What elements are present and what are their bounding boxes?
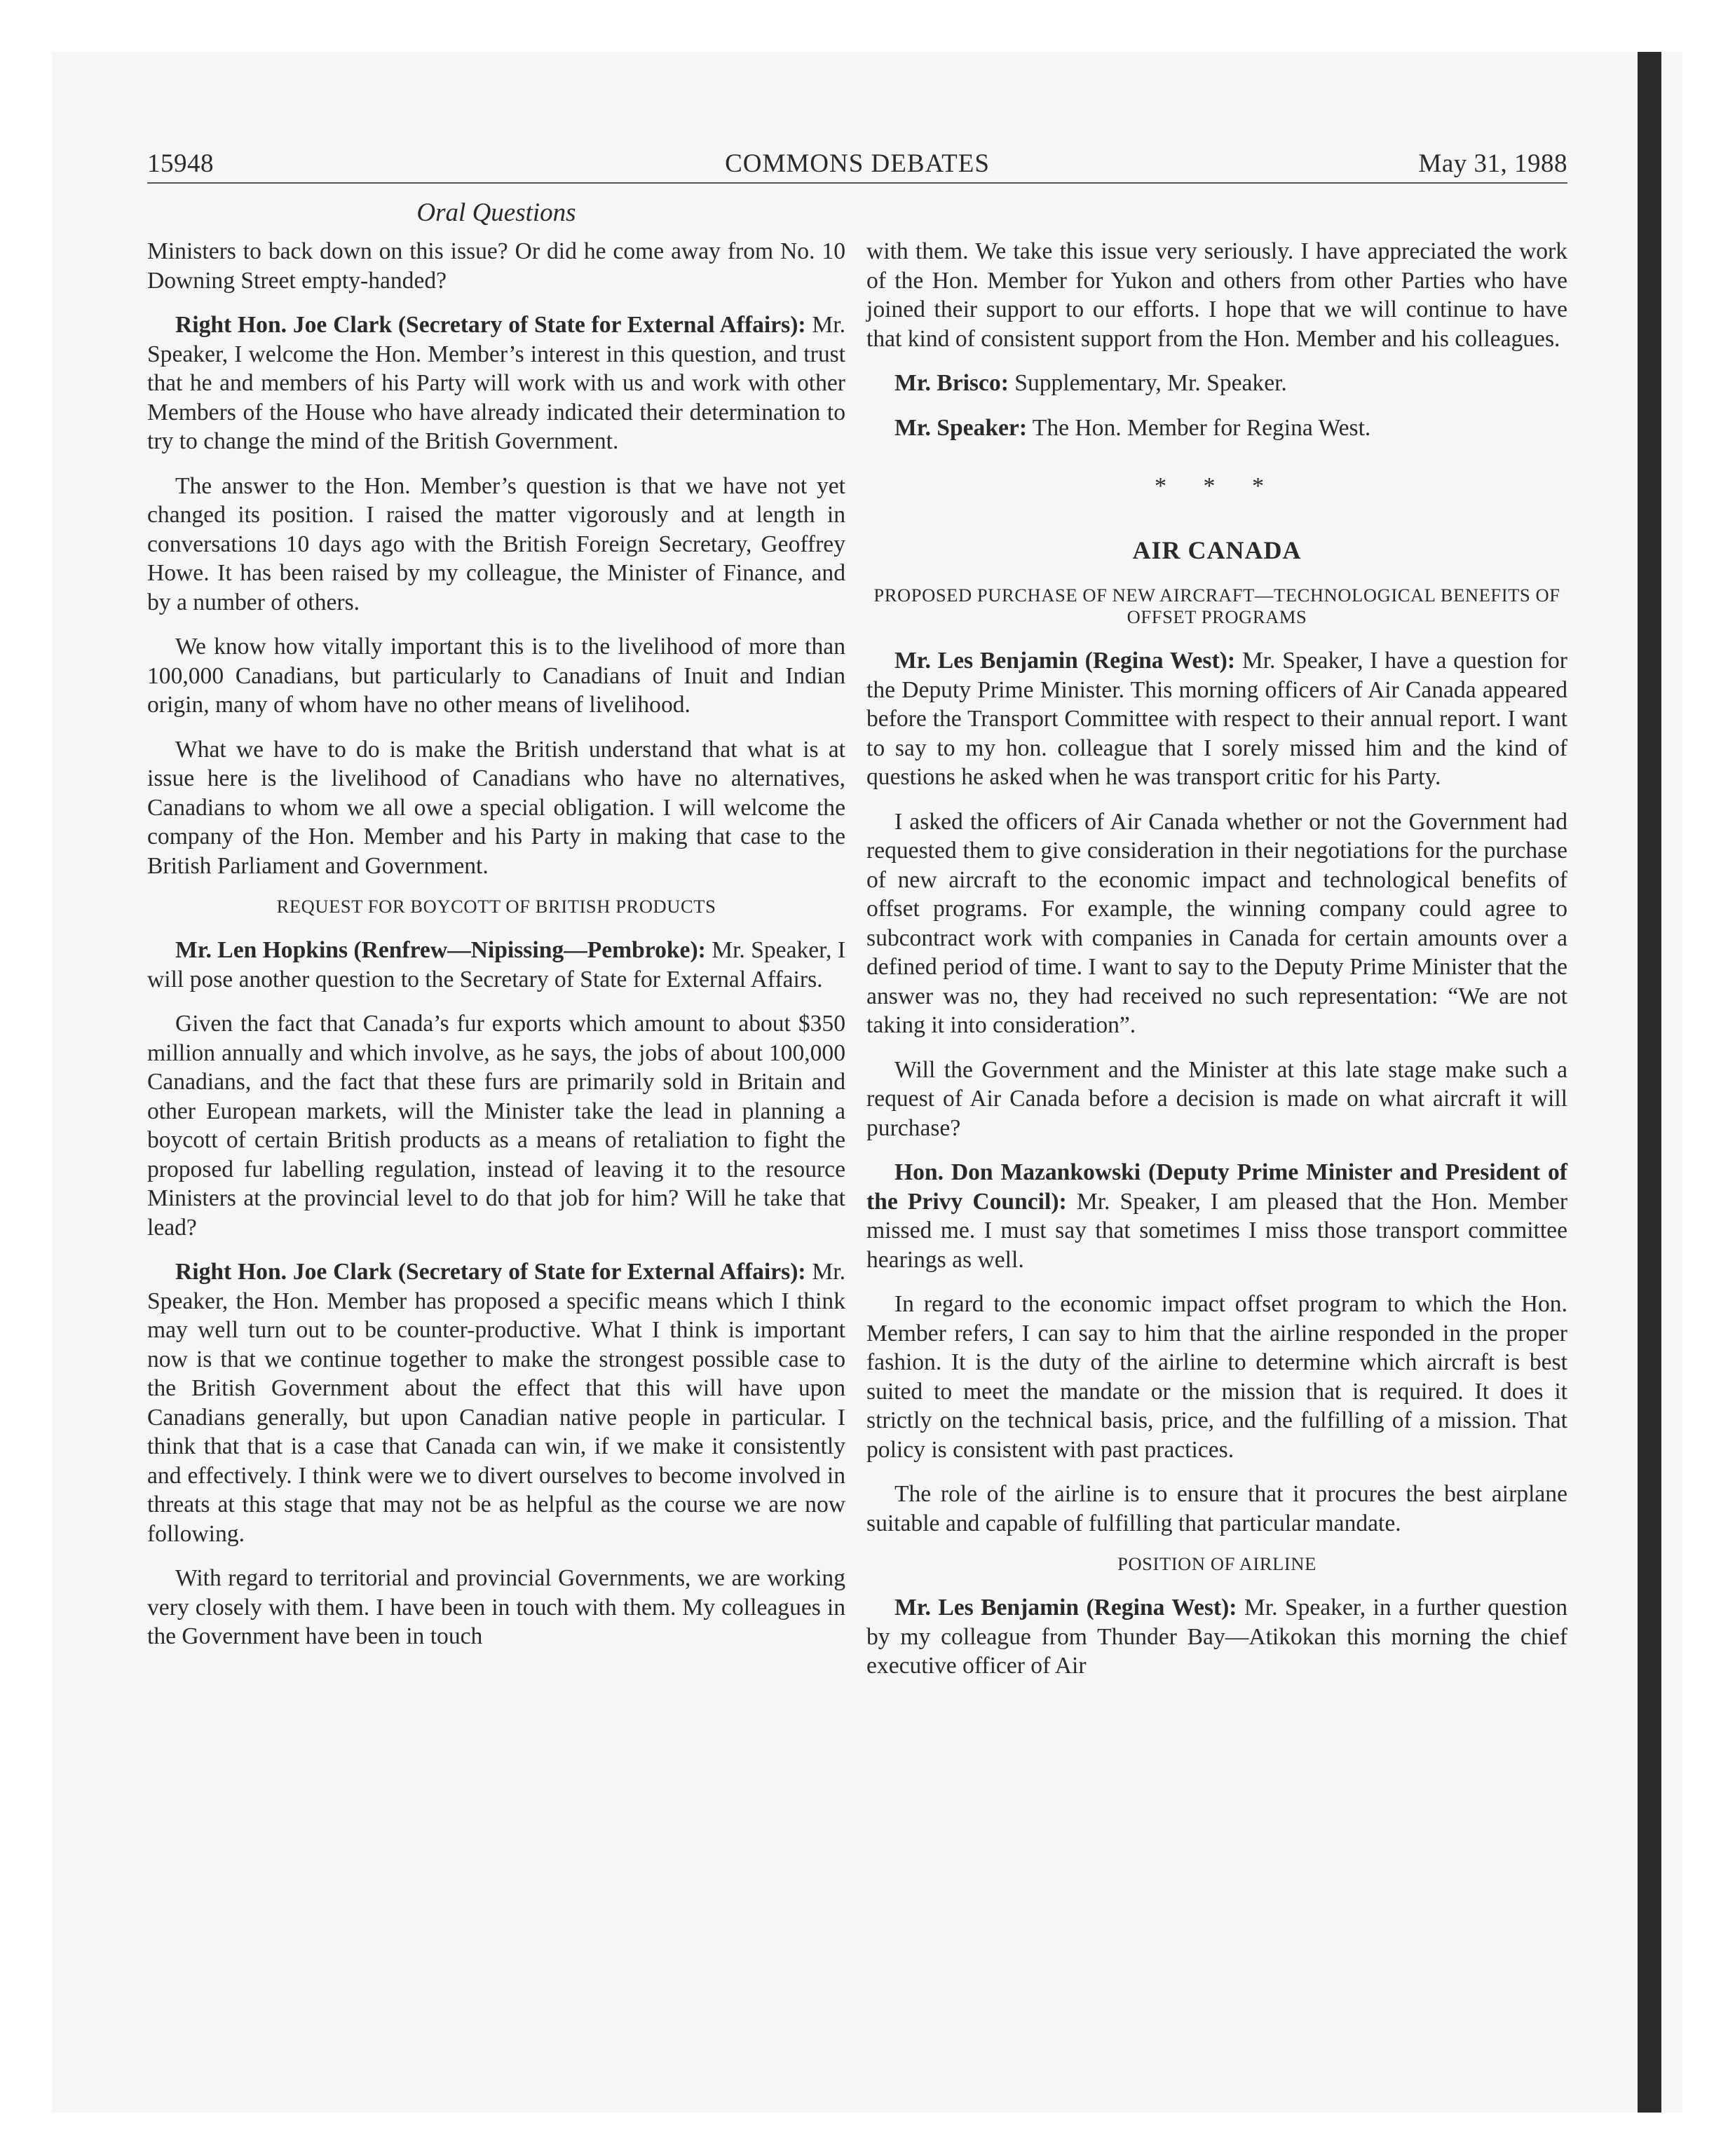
page-header	[147, 149, 1567, 182]
speaker-name: Mr. Les Benjamin (Regina West):	[894, 648, 1236, 674]
speaker-name: Mr. Les Benjamin (Regina West):	[894, 1595, 1237, 1621]
speaker-name: Right Hon. Joe Clark (Secretary of State for External Affairs):	[175, 1259, 806, 1285]
speaker-name: Mr. Brisco:	[894, 370, 1009, 396]
paragraph: Ministers to back down on this issue? Or did he come away from No. 10 Downing Street empty-handed?	[147, 238, 845, 294]
speech-text: Mr. Speaker, I welcome the Hon. Member’s interest in this question, and trust that he and members of his Party will work with us and work with other Members of the House who have already indicated their determination to try to change the mind of the British Government.	[147, 312, 845, 454]
running-head: COMMONS DEBATES	[725, 149, 990, 178]
paragraph: I asked the officers of Air Canada whether or not the Government had requested them to give consideration in their negotiations for the purchase of new aircraft to the economic impact and technological benefits of offset programs. For example, the winning company could agree to subcontract work with companies in Canada for certain amounts over a defined period of time. I want to say to the Deputy Prime Minister that the answer was no, they had received no such representation: “We are not taking it into consideration”.	[866, 808, 1567, 1038]
subheading: POSITION OF AIRLINE	[1117, 1553, 1316, 1574]
page-number: 15948	[147, 149, 214, 178]
speech-paragraph	[147, 1257, 845, 1548]
speech-text: Mr. Speaker, I have a question for the Deputy Prime Minister. This morning officers of Air Canada appeared before the Transport Committee with respect to their annual report. I want to say to my hon. colleague that I sorely missed him and the kind of questions he asked when he was transport critic for his Party.	[866, 648, 1567, 790]
paragraph: Will the Government and the Minister at this late stage make such a request of Air Canada before a decision is made on what aircraft it will purchase?	[866, 1056, 1567, 1141]
topic-heading: AIR CANADA	[1132, 535, 1302, 564]
speaker-name: Mr. Speaker:	[894, 414, 1028, 441]
page-date: May 31, 1988	[1418, 149, 1567, 178]
speech-paragraph	[147, 311, 845, 456]
speech-paragraph	[866, 646, 1567, 792]
speaker-name: Hon. Don Mazankowski (Deputy Prime Minister and President of the Privy Council):	[866, 1159, 1567, 1215]
section-heading: Oral Questions	[416, 198, 576, 227]
speech-text: The Hon. Member for Regina West.	[1027, 414, 1371, 441]
paragraph: What we have to do is make the British understand that what is at issue here is the livelihood of Canadians who have no alternatives, Canadians to whom we all owe a special obligation. I will welcome the company of the Hon. Member and his Party in making that case to the British Parliament and Government.	[147, 736, 845, 879]
paragraph: with them. We take this issue very seriously. I have appreciated the work of the Hon. Member for Yukon and others from other Parties who have joined their support to our efforts. I hope that we will continue to have that kind of consistent support from the Hon. Member and his colleagues.	[866, 238, 1567, 352]
speech-paragraph	[147, 936, 845, 994]
paragraph: We know how vitally important this is to the livelihood of more than 100,000 Canadians, but particularly to Canadians of Inuit and Indian origin, many of whom have no other means of livelihood.	[147, 634, 845, 718]
paragraph: The role of the airline is to ensure that it procures the best airplane suitable and capable of fulfilling that particular mandate.	[866, 1481, 1567, 1536]
section-separator: * * *	[1155, 473, 1279, 499]
speech-paragraph	[866, 1158, 1567, 1274]
speech-paragraph	[866, 369, 1567, 398]
speech-text: Mr. Speaker, the Hon. Member has proposed a specific means which I think may well turn out to be counter-productive. What I think is important now is that we continue together to make the strongest possible case to the British Government about the effect that this will have upon Canadians generally, but upon Canadian native people in particular. I think that that is a case that Canada can win, if we make it consistently and effectively. I think were we to divert ourselves to become involved in threats at this stage that may not be as helpful as the course we are now following.	[147, 1259, 845, 1547]
speech-text: Mr. Speaker, I will pose another question to the Secretary of State for External Affairs.	[147, 937, 845, 992]
speech-text: Supplementary, Mr. Speaker.	[1008, 370, 1287, 396]
right-column	[866, 237, 1567, 1696]
speaker-name: Mr. Len Hopkins (Renfrew—Nipissing—Pembroke):	[175, 937, 706, 963]
scan-edge-shadow	[1638, 52, 1661, 2113]
paragraph: With regard to territorial and provincial Governments, we are working very closely with them. I have been in touch with them. My colleagues in the Government have been in touch	[147, 1565, 845, 1649]
speaker-name: Right Hon. Joe Clark (Secretary of State for External Affairs):	[175, 312, 806, 338]
speech-text: Mr. Speaker, in a further question by my colleague from Thunder Bay—Atikokan this morning the chief executive officer of Air	[866, 1595, 1567, 1679]
paragraph: Given the fact that Canada’s fur exports which amount to about $350 million annually and which involve, as he says, the jobs of about 100,000 Canadians, and the fact that these furs are primarily sold in Britain and other European markets, will the Minister take the lead in planning a boycott of certain British products as a means of retaliation to fight the proposed fur labelling regulation, instead of leaving it to the resource Ministers at the provincial level to do that job for him? Will he take that lead?	[147, 1011, 845, 1241]
subheading: PROPOSED PURCHASE OF NEW AIRCRAFT—TECHNOLOGICAL BENEFITS OF OFFSET PROGRAMS	[873, 585, 1560, 627]
speech-paragraph	[866, 1593, 1567, 1681]
paragraph: The answer to the Hon. Member’s question is that we have not yet changed its position. I raised the matter vigorously and at length in conversations 10 days ago with the British Foreign Secretary, Geoffrey Howe. It has been raised by my colleague, the Minister of Finance, and by a number of others.	[147, 472, 845, 615]
header-rule	[147, 182, 1567, 184]
paragraph: In regard to the economic impact offset program to which the Hon. Member refers, I can say to him that the airline responded in the proper fashion. It is the duty of the airline to determine which aircraft is best suited to meet the mandate or the mission that is required. It does it strictly on the technical basis, price, and the fulfilling of a mission. That policy is consistent with past practices.	[866, 1291, 1567, 1463]
speech-text: Mr. Speaker, I am pleased that the Hon. Member missed me. I must say that sometimes I miss those transport committee hearings as well.	[866, 1188, 1567, 1273]
speech-paragraph	[866, 414, 1567, 443]
left-column	[147, 237, 845, 1667]
subheading: REQUEST FOR BOYCOTT OF BRITISH PRODUCTS	[276, 896, 716, 917]
